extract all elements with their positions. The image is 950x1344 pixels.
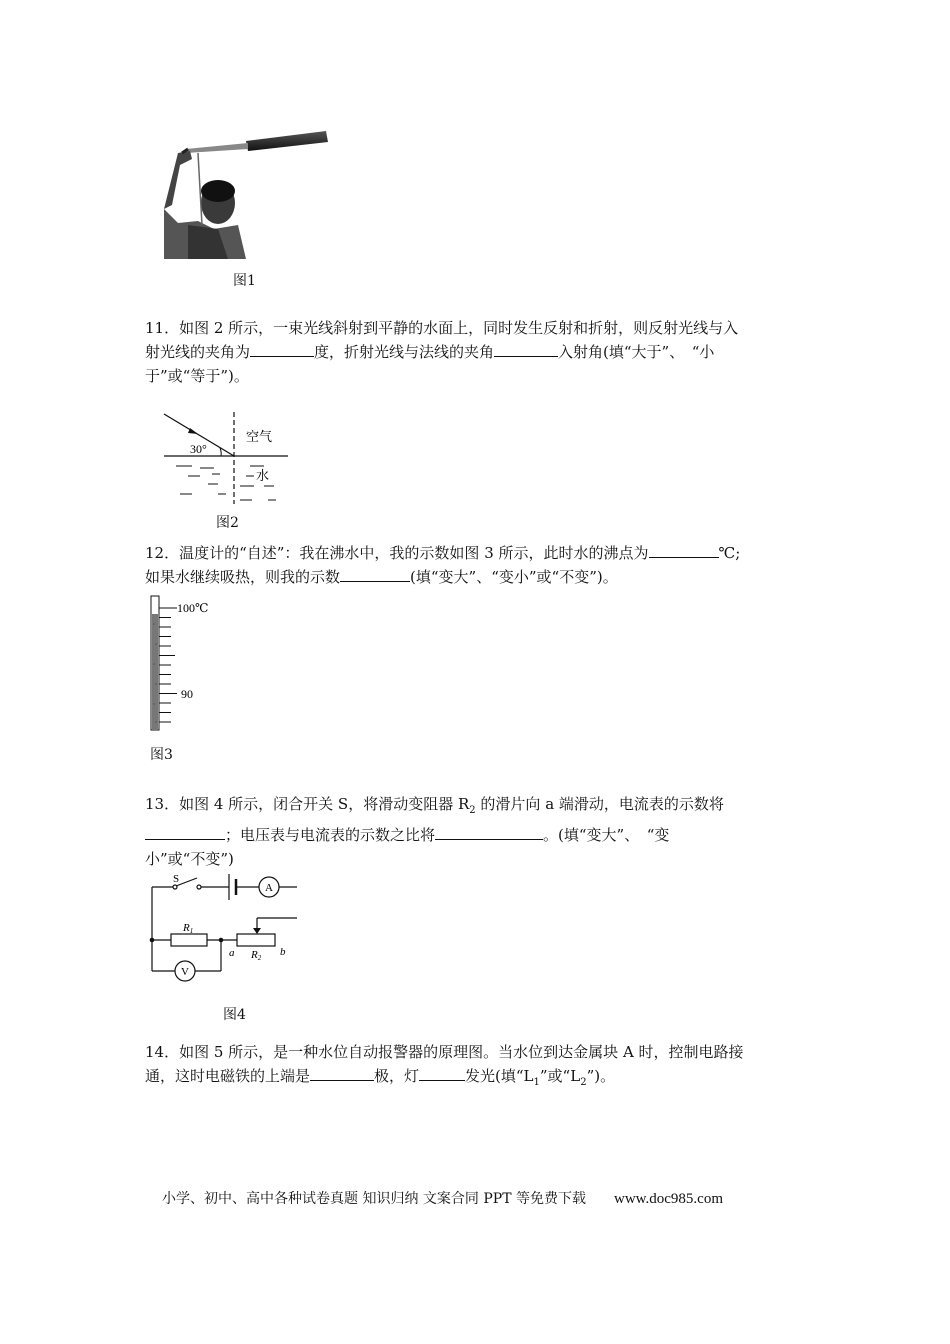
q12-blank-1[interactable] xyxy=(649,541,719,558)
figure-2-caption: 图2 xyxy=(216,515,239,531)
figure-4-caption: 图4 xyxy=(223,1007,246,1023)
fig4-r2-label: R2 xyxy=(251,949,262,962)
question-11 xyxy=(145,316,815,388)
fig4-a-label: a xyxy=(229,947,235,959)
fig4-r1-label: R1 xyxy=(183,922,194,935)
q14-line2 xyxy=(145,1064,815,1095)
q12-text-c: 如果水继续吸热，则我的示数 xyxy=(145,568,341,586)
q14-blank-2[interactable] xyxy=(419,1064,465,1081)
question-12 xyxy=(145,541,815,589)
fig2-air-label: 空气 xyxy=(246,429,273,444)
question-13 xyxy=(145,792,815,871)
fig4-switch-label: S xyxy=(173,873,180,885)
figure-1-photo xyxy=(158,125,333,265)
q12-blank-2[interactable] xyxy=(340,565,410,582)
figure-3-caption: 图3 xyxy=(150,747,173,763)
q14-text-a: 通，这时电磁铁的上端是 xyxy=(145,1067,311,1085)
footer-text: 小学、初中、高中各种试卷真题 知识归纳 文案合同 PPT 等免费下载 xyxy=(162,1191,586,1207)
q14-blank-1[interactable] xyxy=(310,1064,374,1081)
q12-line1 xyxy=(145,541,815,565)
fig3-top-label: 100℃ xyxy=(177,601,209,615)
fig4-ammeter-label: A xyxy=(265,882,273,894)
q14-sub-1: 1 xyxy=(533,1077,540,1088)
fig2-water-label: 水 xyxy=(256,468,270,483)
fig4-b-label: b xyxy=(280,946,286,958)
fig3-mid-label: 90 xyxy=(181,687,193,701)
q12-line2 xyxy=(145,565,815,589)
q12-text-a: 12．温度计的“自述”：我在沸水中，我的示数如图 3 所示，此时水的沸点为 xyxy=(145,544,649,562)
q14-text-d: ”或“L xyxy=(539,1067,581,1085)
figure-3-thermometer xyxy=(145,594,225,734)
footer-site-link[interactable]: www.doc985.com xyxy=(613,1191,723,1207)
q11-blank-2[interactable] xyxy=(494,340,558,357)
q14-text-e: ”)。 xyxy=(586,1067,616,1085)
figure-1-caption: 图1 xyxy=(233,273,256,289)
q12-text-b: ℃; xyxy=(718,544,741,562)
q14-text-b: 极，灯 xyxy=(374,1067,420,1085)
fig2-angle-label: 30° xyxy=(190,442,207,456)
q13-blank-1[interactable] xyxy=(145,823,225,840)
q14-sub-2: 2 xyxy=(580,1077,587,1088)
q11-line3: 于”或“等于”)。 xyxy=(145,367,249,385)
page-footer xyxy=(162,1188,723,1208)
q11-blank-1[interactable] xyxy=(250,340,314,357)
q13-text-d: 。(填“变大”、 “变 xyxy=(543,826,670,844)
q11-line1: 11．如图 2 所示，一束光线斜射到平静的水面上，同时发生反射和折射，则反射光线与入 xyxy=(145,319,739,337)
q13-line3: 小”或“不变”) xyxy=(145,850,234,868)
q13-line1 xyxy=(145,792,815,823)
q13-line2 xyxy=(145,823,815,847)
q13-text-b: 的滑片向 a 端滑动，电流表的示数将 xyxy=(475,795,724,813)
q14-line1: 14．如图 5 所示，是一种水位自动报警器的原理图。当水位到达金属块 A 时，控制电路接 xyxy=(145,1043,744,1061)
question-14 xyxy=(145,1040,815,1095)
fig4-voltmeter-label: V xyxy=(181,966,189,978)
q11-text-a: 射光线的夹角为 xyxy=(145,343,251,361)
q11-text-c: 入射角(填“大于”、 “小 xyxy=(558,343,715,361)
q13-blank-2[interactable] xyxy=(435,823,543,840)
figure-4-circuit xyxy=(145,868,305,983)
q11-text-b: 度，折射光线与法线的夹角 xyxy=(314,343,495,361)
q12-text-d: (填“变大”、“变小”或“不变”)。 xyxy=(410,568,618,586)
figure-2-diagram xyxy=(160,408,295,508)
q13-sub: 2 xyxy=(469,805,476,816)
q14-text-c: 发光(填“L xyxy=(465,1067,534,1085)
q13-text-c: ；电压表与电流表的示数之比将 xyxy=(225,826,436,844)
q13-text-a: 13．如图 4 所示，闭合开关 S，将滑动变阻器 R xyxy=(145,795,470,813)
q11-line2 xyxy=(145,340,815,364)
